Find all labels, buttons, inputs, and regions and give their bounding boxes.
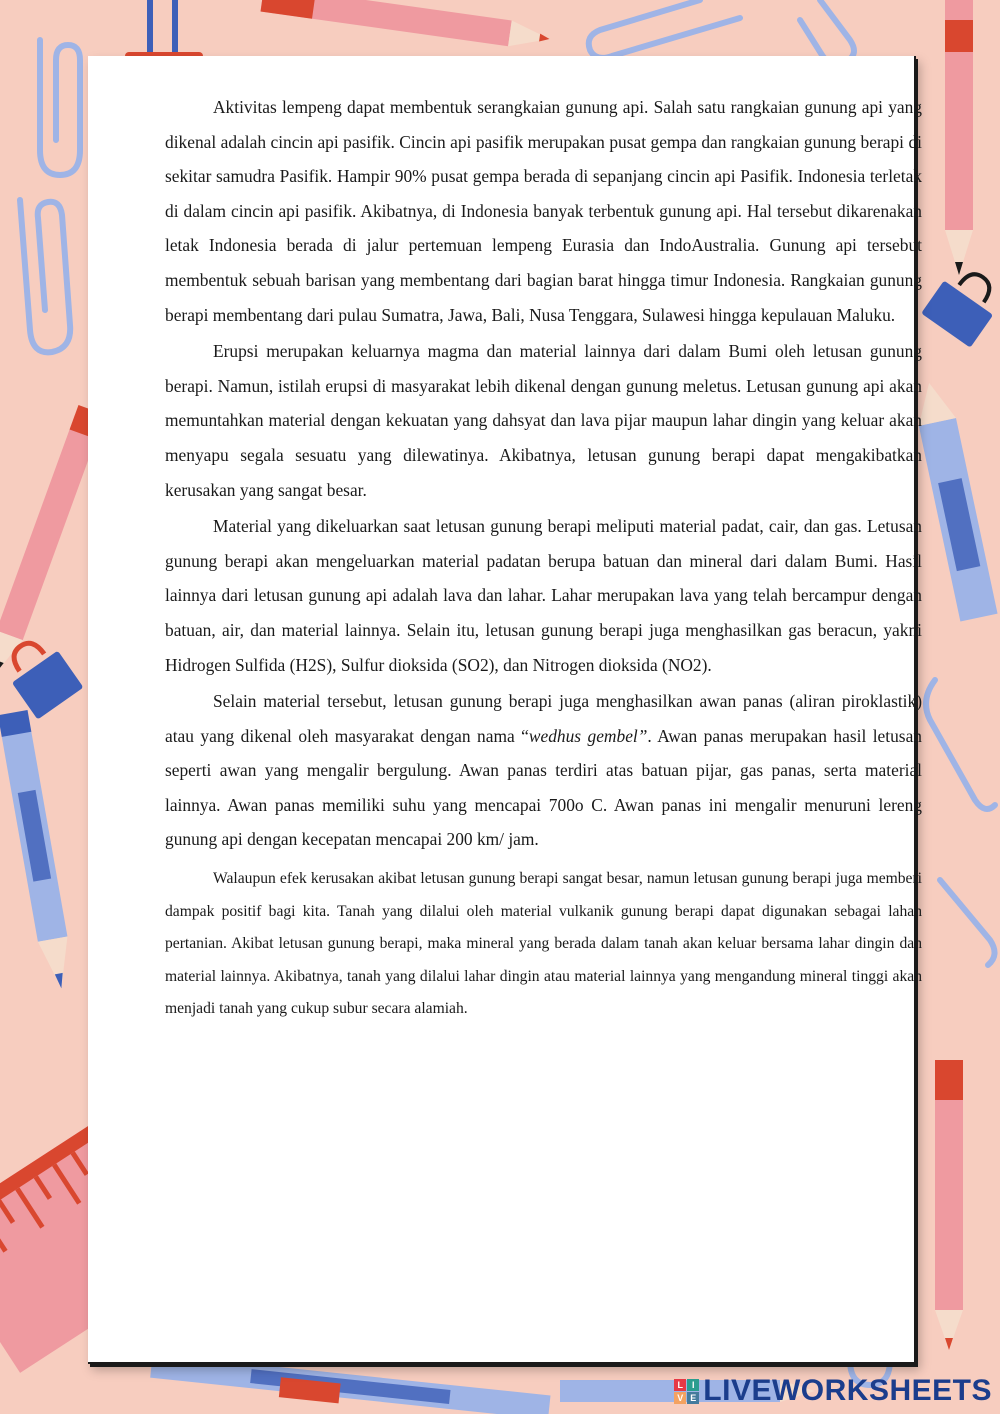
pencil-icon (261, 0, 552, 52)
logo-letter: I (687, 1379, 699, 1391)
paragraph: Aktivitas lempeng dapat membentuk serangkaian gunung api. Salah satu rangkaian gunung api yang dikenal adalah cincin api pasifik. Cincin api pasifik merupakan pusat gempa dan rangkaian gunung berapi di sekitar samudra Pasifik. Hampir 90% pusat gempa berada di sepanjang cincin api Pasifik. Indonesia terletak di dalam cincin api pasifik. Akibatnya, di Indonesia banyak terbentuk gunung api. Hal tersebut dikarenakan letak Indonesia berada di jalur pertemuan lempeng Eurasia dan IndoAustralia. Gunung api tersebut membentuk sebuah barisan yang membentang dari bagian barat hingga timur Indonesia. Rangkaian gunung berapi membentang dari pulau Sumatra, Jawa, Bali, Nusa Tenggara, Sulawesi hingga kepulauan Maluku. (165, 97, 922, 325)
paragraph: Walaupun efek kerusakan akibat letusan gunung berapi sangat besar, namun letusan gunung berapi juga memberi dampak positif bagi kita. Tanah yang dilalui oleh material vulkanik gunung berapi dapat digunakan sebagai lahan pertanian. Akibat letusan gunung berapi, maka mineral yang berada dalam tanah akan keluar bersama lahar dingin dan material lainnya. Akibatnya, tanah yang dilalui lahar dingin atau material lainnya yang mengandung mineral tinggi akan menjadi tanah yang cukup subur secara alamiah. (165, 870, 922, 1018)
document-body (165, 90, 922, 1026)
italic-term: wedhus gembel” (528, 725, 648, 746)
paragraph-text: Selain material tersebut, letusan gunung berapi juga menghasilkan awan panas (aliran piroklastik) atau yang dikenal oleh masyarakat dengan nama “ (165, 691, 922, 746)
paragraph-text: . Awan panas merupakan hasil letusan seperti awan yang mengalir bergulung. Awan panas terdiri atas batuan pijar, gas panas, serta material lainnya. Awan panas memiliki suhu yang mencapai 700o C. Awan panas ini mengalir menuruni lereng gunung api dengan kecepatan mencapai 200 km/ jam. (165, 725, 922, 850)
paragraph-wrapper (165, 863, 922, 1026)
liveworksheets-watermark (674, 1374, 992, 1408)
logo-mark-icon (674, 1379, 699, 1404)
paper-clip-icon (20, 40, 80, 352)
pencil-icon (0, 710, 76, 991)
paragraph (165, 684, 922, 857)
pencil-icon (945, 0, 973, 275)
paragraph: Erupsi merupakan keluarnya magma dan material lainnya dari dalam Bumi oleh letusan gunung berapi. Namun, istilah erupsi di masyarakat lebih dikenal dengan gunung meletus. Letusan gunung api akan memuntahkan material dengan kekuatan yang dahsyat dan lava pijar maupun lahar dingin yang keluar akan menyapu segala sesuatu yang dilewatinya. Akibatnya, letusan gunung berapi dapat mengakibatkan kerusakan yang sangat besar. (165, 341, 922, 500)
logo-letter: E (687, 1392, 699, 1404)
logo-letter: L (674, 1379, 686, 1391)
paper-clip-icon (589, 0, 854, 64)
pencil-icon (910, 379, 997, 622)
paragraph: Material yang dikeluarkan saat letusan gunung berapi meliputi material padat, cair, dan gas. Letusan gunung berapi akan mengeluarkan material padatan berupa batuan dan mineral dari dalam Bumi. Hasil lainnya dari letusan gunung api adalah lava dan lahar. Lahar merupakan lava yang telah bercampur dengan batuan, air, dan material lainnya. Selain itu, letusan gunung berapi juga menghasilkan gas beracun, yakni Hidrogen Sulfida (H2S), Sulfur dioksida (SO2), dan Nitrogen dioksida (NO2). (165, 516, 922, 675)
pencil-icon (935, 1060, 963, 1350)
watermark-text: LIVEWORKSHEETS (703, 1374, 992, 1407)
logo-letter: V (674, 1392, 686, 1404)
binder-clip-icon (921, 260, 1000, 348)
